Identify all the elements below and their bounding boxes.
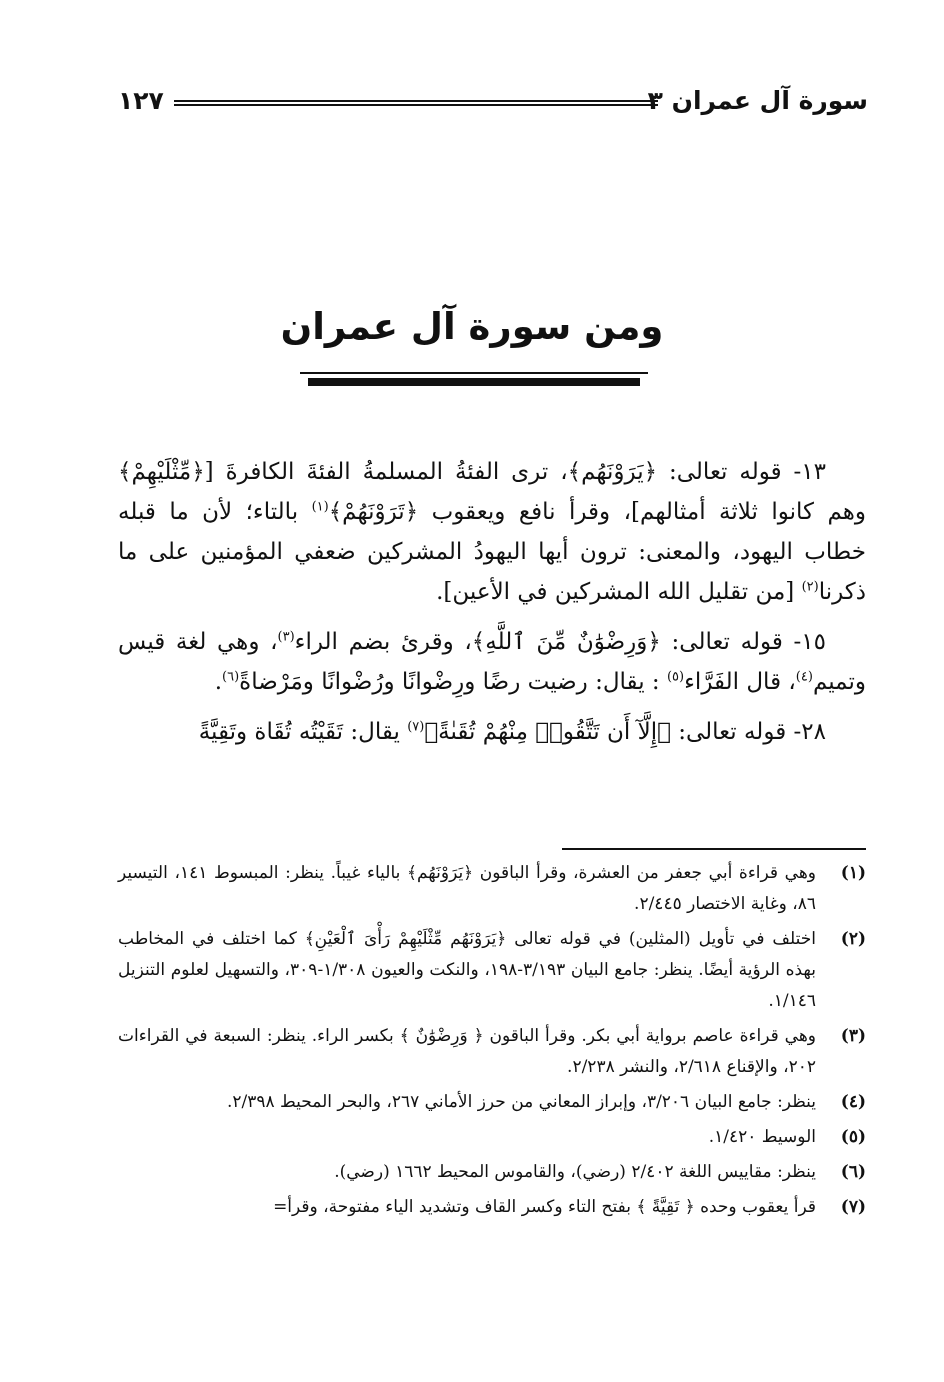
footnote-ref[interactable]: (١) — [311, 499, 329, 515]
footnote-ref[interactable]: (٢) — [801, 579, 819, 595]
footnote-text: ينظر: مقاييس اللغة ٢/٤٠٢ (رضي)، والقاموس المحيط ١٦٦٢ (رضي). — [334, 1162, 816, 1182]
footnote-text: وهي قراءة عاصم برواية أبي بكر. وقرأ الباقون ﴿ وَرِضْوَٰنٌ ﴾ بكسر الراء. ينظر: السبعة في القراءات ٢٠٢، والإقناع ٢/٦١٨، والنشر ٢/٢٣٨. — [118, 1026, 816, 1077]
ornament-thick-line — [308, 378, 640, 386]
footnote — [118, 1192, 866, 1223]
footnote — [118, 1087, 866, 1118]
footnote — [118, 1021, 866, 1083]
paragraph-text: . — [214, 669, 223, 695]
paragraph-text: ١٥- قوله تعالى: ﴿وَرِضْوَٰنٌ مِّنَ ٱللَّهِ﴾، وقرئ بضم الراء — [294, 629, 826, 655]
footnote-text: وهي قراءة أبي جعفر من العشرة، وقرأ الباقون ﴿يَرَوْنَهُم﴾ بالياء غيباً. ينظر: المبسوط ١٤١، التيسير ٨٦، وغاية الاختصار ٢/٤٤٥. — [118, 863, 816, 914]
paragraph-text: [من تقليل الله المشركين في الأعين]. — [436, 579, 795, 605]
paragraph-verse-28 — [118, 712, 866, 752]
paragraph-verse-15 — [118, 622, 866, 702]
title-ornament-rule — [300, 372, 648, 390]
footnote-number: (٥) — [840, 1127, 866, 1147]
footnote-text: ينظر: جامع البيان ٣/٢٠٦، وإبراز المعاني من حرز الأماني ٢٦٧، والبحر المحيط ٢/٣٩٨. — [226, 1092, 816, 1112]
footnote-text: قرأ يعقوب وحده ﴿ تَقِيَّةً ﴾ بفتح التاء وكسر القاف وتشديد الياء مفتوحة، وقرأ= — [273, 1197, 816, 1217]
footnote-number: (٣) — [840, 1026, 866, 1046]
footnote-number: (٤) — [840, 1092, 866, 1112]
footnote — [118, 924, 866, 1017]
footnote-ref[interactable]: (٤) — [795, 669, 813, 685]
footnote-number: (٧) — [840, 1197, 866, 1217]
ornament-thin-line — [300, 372, 648, 374]
chapter-title: ومن سورة آل عمران — [280, 305, 664, 348]
footnote — [118, 1122, 866, 1153]
paragraph-text: يقال: تَقَيْتُه تُقَاة وتَقِيَّةً — [198, 719, 400, 745]
footnote-number: (٦) — [840, 1162, 866, 1182]
footnote-ref[interactable]: (٣) — [277, 629, 295, 645]
running-header — [118, 86, 868, 126]
footnote-number: (٢) — [840, 929, 866, 949]
paragraph-text: ، وهي لغة قيس وتميم — [118, 629, 866, 695]
footnote-number: (١) — [840, 863, 866, 883]
footnotes — [118, 858, 866, 1227]
footnote-ref[interactable]: (٦) — [222, 669, 240, 685]
footnote-ref[interactable]: (٥) — [666, 669, 685, 685]
footnote-text: اختلف في تأويل (المثلين) في قوله تعالى ﴿يَرَوْنَهُم مِّثْلَيْهِمْ رَأْىَ ٱلْعَيْنِ﴾ كما اختلف في المخاطب بهذه الرؤية أيضًا. ينظر: جامع البيان ٣/١٩٣-١٩٨، والنكت والعيون ١/٣٠٨-٣٠٩، والتسهيل لعلوم التنزيل ١/١٤٦. — [118, 929, 816, 1011]
footnote-separator — [562, 848, 866, 850]
paragraph-text: ٢٨- قوله تعالى: ﴿إِلَّآ أَن تَتَّقُوا۟ مِنْهُمْ تُقَىٰةً﴾ — [424, 719, 826, 745]
paragraph-text: ، قال الفَرَّاء — [684, 669, 796, 695]
paragraph-text: بالتاء؛ لأن ما قبله خطاب اليهود، والمعنى: ترون أيها اليهودُ المشركين ضعفي المؤمنين على ما ذكرنا — [118, 499, 866, 605]
paragraph-text: : يقال: رضيت رضًا ورِضْوانًا ورُضْوانًا ومَرْضاةً — [239, 669, 660, 695]
main-text — [118, 452, 866, 762]
running-title: سورة آل عمران ٣ — [647, 86, 868, 115]
footnote — [118, 858, 866, 920]
page-number: ١٢٧ — [118, 86, 164, 115]
paragraph-text: ١٣- قوله تعالى: ﴿يَرَوْنَهُم﴾، ترى الفئةُ المسلمةُ الفئةَ الكافرةَ [﴿مِّثْلَيْهِمْ﴾ وهم كانوا ثلاثة أمثالهم]، وقرأ نافع ويعقوب ﴿تَرَوْنَهُمْ﴾ — [118, 459, 866, 525]
paragraph-verse-13 — [118, 452, 866, 612]
footnote-ref[interactable]: (٧) — [407, 719, 425, 735]
footnote-text: الوسيط ١/٤٢٠. — [708, 1127, 816, 1147]
footnote — [118, 1157, 866, 1188]
header-double-rule — [174, 100, 658, 106]
